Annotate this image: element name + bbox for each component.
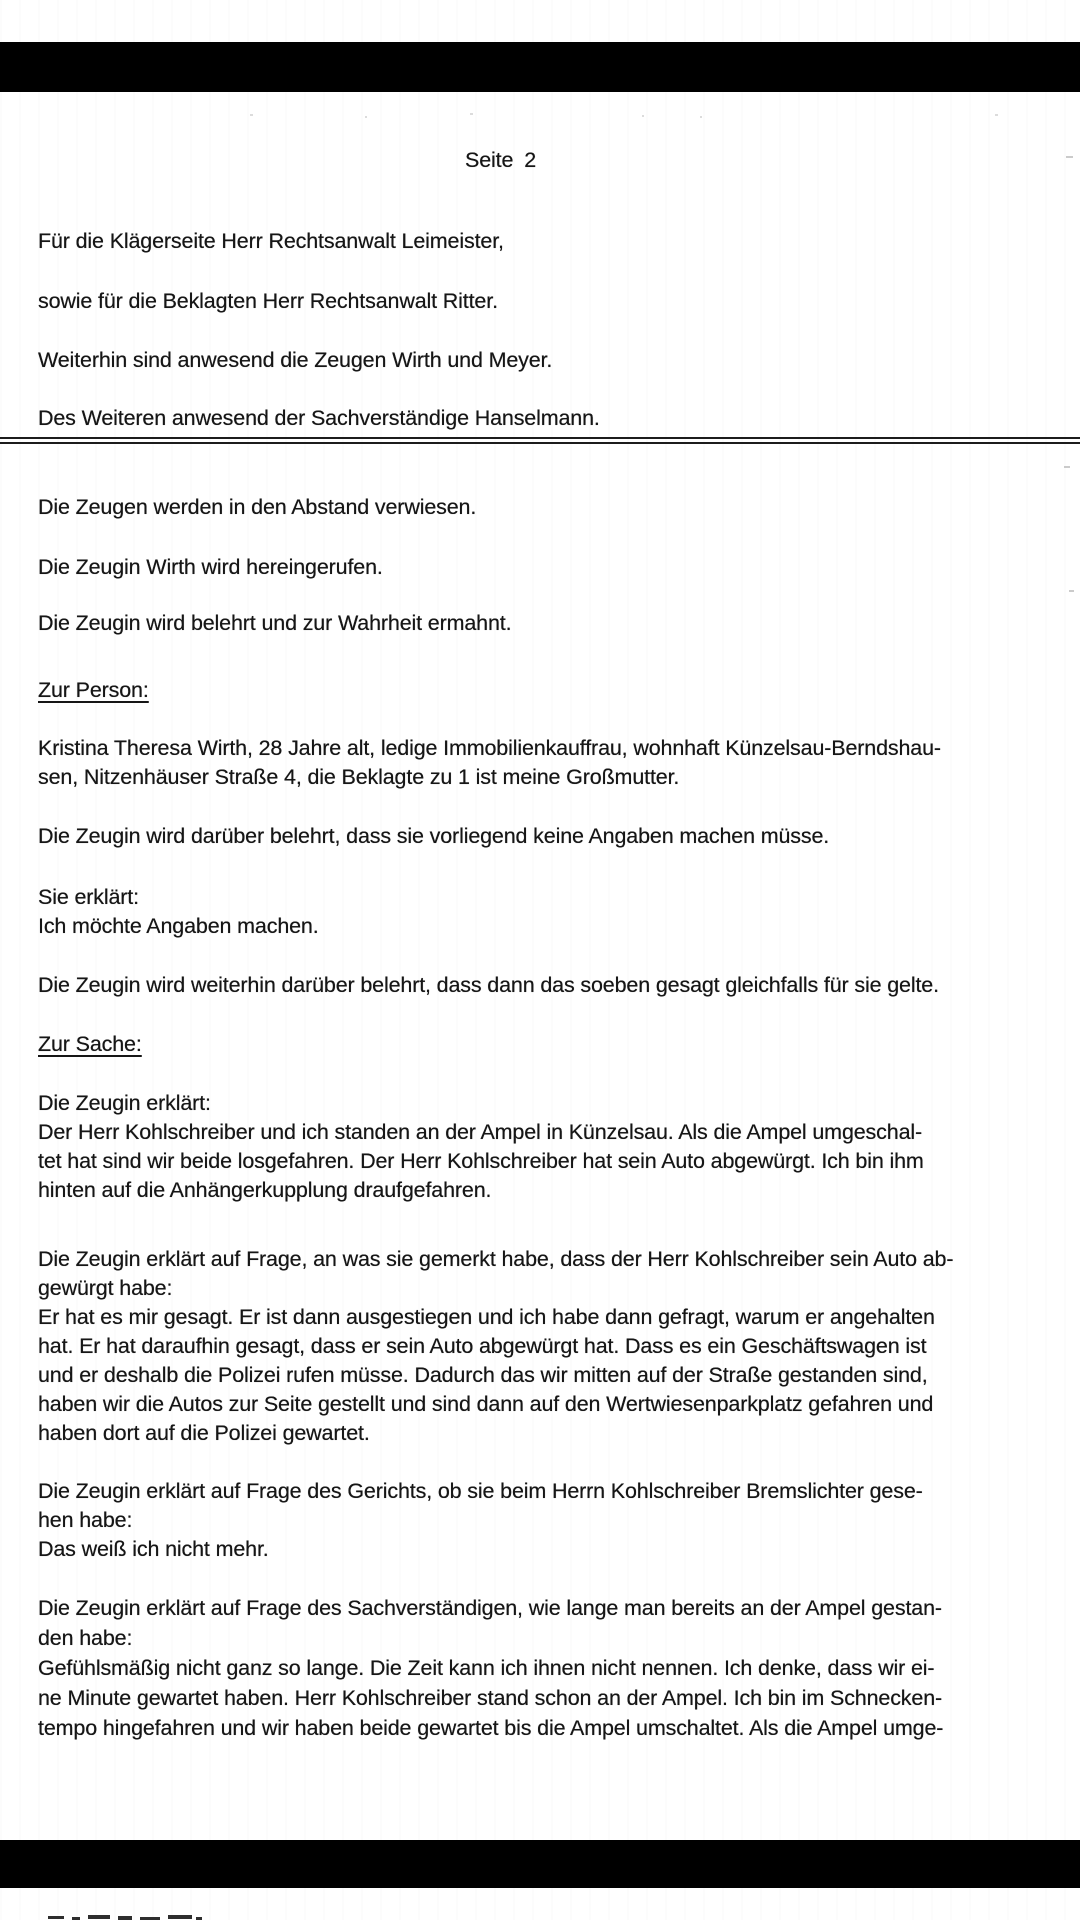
testimony-text: Das weiß ich nicht mehr. [38,1537,269,1561]
scan-speck [470,113,473,115]
testimony-text: tempo hingefahren und wir haben beide gewartet bis die Ampel umschaltet. Als die Ampel umge- [38,1716,944,1740]
weitere-belehrung-text: Die Zeugin wird weiterhin darüber belehrt, dass dann das soeben gesagt gleichfalls für sie gelte. [38,973,939,997]
attendance-line-3 [38,346,1048,375]
page-header [465,146,536,175]
redaction-bar-bottom [0,1840,1080,1888]
scan-speck [995,114,998,116]
attendance-text: sowie für die Beklagten Herr Rechtsanwalt Ritter. [38,289,498,313]
testimony-text: haben wir die Autos zur Seite gestellt und sind dann auf den Wertwiesenparkplatz gefahren und [38,1392,934,1416]
zur-sache-heading [38,1030,1048,1059]
testimony-paragraph-2 [38,1245,1048,1448]
person-details-text: Kristina Theresa Wirth, 28 Jahre alt, ledige Immobilienkauffrau, wohnhaft Künzelsau-Berndshau- [38,736,941,760]
testimony-paragraph-3 [38,1477,1048,1564]
testimony-text: Der Herr Kohlschreiber und ich standen an der Ampel in Künzelsau. Als die Ampel umgeschal- [38,1120,923,1144]
scan-speck [365,116,367,118]
testimony-text: gewürgt habe: [38,1276,173,1300]
erklaerung-text: Ich möchte Angaben machen. [38,914,319,938]
attendance-line-1 [38,227,1048,256]
person-details-paragraph [38,734,1048,792]
proceedings-text: Die Zeugin wird belehrt und zur Wahrheit ermahnt. [38,611,512,635]
testimony-text: Die Zeugin erklärt auf Frage, an was sie gemerkt habe, dass der Herr Kohlschreiber sein Auto ab- [38,1247,954,1271]
clipped-text-fragment [48,1916,64,1919]
scan-edge-mark [1069,590,1074,592]
testimony-paragraph-1 [38,1089,1048,1205]
clipped-text-fragment [118,1916,132,1920]
scan-speck [642,115,644,117]
testimony-text: hinten auf die Anhängerkupplung draufgefahren. [38,1178,492,1202]
clipped-text-fragment [168,1915,192,1919]
testimony-paragraph-4 [38,1593,1048,1743]
clipped-text-fragment [88,1915,110,1919]
testimony-text: und er deshalb die Polizei rufen müsse. Dadurch das wir mitten auf der Straße gestanden sind, [38,1363,928,1387]
page-number: 2 [524,148,537,172]
belehrung-paragraph [38,822,1048,851]
proceedings-text: Die Zeugen werden in den Abstand verwiesen. [38,495,477,519]
scan-speck [250,114,253,116]
attendance-text: Des Weiteren anwesend der Sachverständige Hanselmann. [38,406,600,430]
redaction-bar-top [0,42,1080,92]
attendance-text: Für die Klägerseite Herr Rechtsanwalt Leimeister, [38,229,504,253]
zur-person-heading [38,676,1048,705]
testimony-text: den habe: [38,1626,133,1650]
proceedings-line-2 [38,553,1048,582]
proceedings-line-3 [38,609,1048,638]
testimony-text: haben dort auf die Polizei gewartet. [38,1421,370,1445]
proceedings-text: Die Zeugin Wirth wird hereingerufen. [38,555,383,579]
scan-edge-mark [1064,466,1070,468]
section-heading-text: Zur Person: [38,678,149,702]
page-header-label: Seite [465,148,514,172]
testimony-text: Die Zeugin erklärt auf Frage des Gerichts, ob sie beim Herrn Kohlschreiber Bremslichter gese- [38,1479,923,1503]
testimony-text: Die Zeugin erklärt auf Frage des Sachverständigen, wie lange man bereits an der Ampel gestan- [38,1596,942,1620]
testimony-text: hen habe: [38,1508,133,1532]
testimony-text: hat. Er hat daraufhin gesagt, dass er sein Auto abgewürgt hat. Dass es ein Geschäftswagen ist [38,1334,927,1358]
scan-speck [700,116,702,118]
proceedings-line-1 [38,493,1048,522]
erklaerung-text: Sie erklärt: [38,885,139,909]
erklaerung-paragraph [38,883,1048,941]
testimony-text: Er hat es mir gesagt. Er ist dann ausgestiegen und ich habe dann gefragt, warum er angehalten [38,1305,935,1329]
attendance-text: Weiterhin sind anwesend die Zeugen Wirth und Meyer. [38,348,553,372]
section-heading-text: Zur Sache: [38,1032,142,1056]
section-divider-rule [0,437,1080,444]
testimony-text: Gefühlsmäßig nicht ganz so lange. Die Zeit kann ich ihnen nicht nennen. Ich denke, dass wir ei- [38,1656,935,1680]
scan-edge-mark [1066,156,1073,158]
weitere-belehrung-paragraph [38,971,1048,1000]
belehrung-text: Die Zeugin wird darüber belehrt, dass sie vorliegend keine Angaben machen müsse. [38,824,830,848]
testimony-text: tet hat sind wir beide losgefahren. Der Herr Kohlschreiber hat sein Auto abgewürgt. Ich bin ihm [38,1149,924,1173]
testimony-text: Die Zeugin erklärt: [38,1091,211,1115]
person-details-text: sen, Nitzenhäuser Straße 4, die Beklagte zu 1 ist meine Großmutter. [38,765,680,789]
attendance-line-4 [38,404,1048,433]
testimony-text: ne Minute gewartet haben. Herr Kohlschreiber stand schon an der Ampel. Ich bin im Schnecken- [38,1686,943,1710]
attendance-line-2 [38,287,1048,316]
